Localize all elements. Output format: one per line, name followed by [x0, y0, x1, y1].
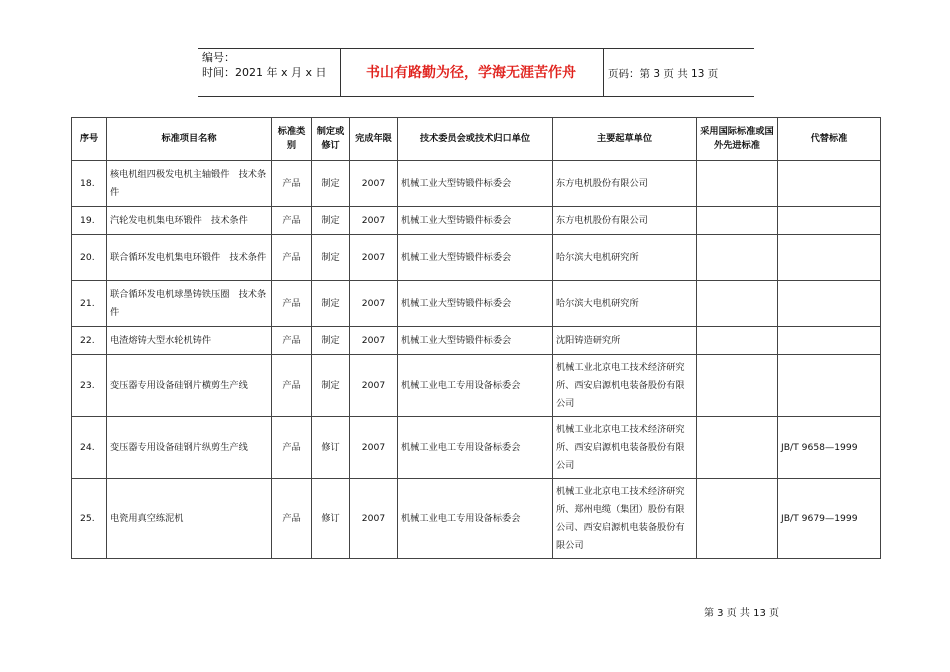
- table-row: [72, 207, 881, 235]
- drafting-unit-cell: 机械工业北京电工技术经济研究所、西安启源机电装备股份有限公司: [553, 417, 697, 479]
- col-header-name: 标准项目名称: [107, 118, 272, 161]
- drafting-unit-cell: 机械工业北京电工技术经济研究所、郑州电缆（集团）股份有限公司、西安启源机电装备股份有限公司: [553, 479, 697, 559]
- international-standard-cell: [697, 417, 778, 479]
- col-header-no: 序号: [72, 118, 107, 161]
- revision-type-cell: 制定: [312, 207, 350, 235]
- document-number-label: 编号：: [202, 51, 235, 64]
- table-body: [72, 161, 881, 559]
- drafting-unit-cell: 哈尔滨大电机研究所: [553, 281, 697, 327]
- standards-table: [71, 117, 881, 559]
- standard-name-cell: 电瓷用真空练泥机: [107, 479, 272, 559]
- technical-committee-cell: 机械工业电工专用设备标委会: [398, 355, 553, 417]
- replaced-standard-cell: [778, 327, 881, 355]
- table-row: [72, 235, 881, 281]
- international-standard-cell: [697, 479, 778, 559]
- row-number-cell: 20.: [72, 235, 107, 281]
- standard-category-cell: 产品: [272, 281, 312, 327]
- header-top-rule: [198, 48, 754, 49]
- table-row: [72, 161, 881, 207]
- col-header-replaces: 代替标准: [778, 118, 881, 161]
- table-row: [72, 479, 881, 559]
- revision-type-cell: 制定: [312, 161, 350, 207]
- replaced-standard-cell: JB/T 9658—1999: [778, 417, 881, 479]
- drafting-unit-cell: 东方电机股份有限公司: [553, 161, 697, 207]
- drafting-unit-cell: 东方电机股份有限公司: [553, 207, 697, 235]
- replaced-standard-cell: [778, 281, 881, 327]
- completion-year-cell: 2007: [350, 161, 398, 207]
- table-row: [72, 355, 881, 417]
- col-header-international: 采用国际标准或国外先进标准: [697, 118, 778, 161]
- page-footer: 第 3 页 共 13 页: [704, 608, 779, 619]
- header-divider-right: [603, 48, 604, 96]
- row-number-cell: 19.: [72, 207, 107, 235]
- document-date: 时间：2021 年 x 月 x 日: [202, 66, 327, 79]
- table-header-row: [72, 118, 881, 161]
- table-row: [72, 281, 881, 327]
- technical-committee-cell: 机械工业电工专用设备标委会: [398, 479, 553, 559]
- drafting-unit-cell: 机械工业北京电工技术经济研究所、西安启源机电装备股份有限公司: [553, 355, 697, 417]
- technical-committee-cell: 机械工业大型铸锻件标委会: [398, 327, 553, 355]
- revision-type-cell: 制定: [312, 355, 350, 417]
- drafting-unit-cell: 哈尔滨大电机研究所: [553, 235, 697, 281]
- row-number-cell: 25.: [72, 479, 107, 559]
- standard-name-cell: 汽轮发电机集电环锻件 技术条件: [107, 207, 272, 235]
- row-number-cell: 18.: [72, 161, 107, 207]
- replaced-standard-cell: JB/T 9679—1999: [778, 479, 881, 559]
- technical-committee-cell: 机械工业大型铸锻件标委会: [398, 281, 553, 327]
- international-standard-cell: [697, 281, 778, 327]
- completion-year-cell: 2007: [350, 417, 398, 479]
- revision-type-cell: 修订: [312, 479, 350, 559]
- revision-type-cell: 修订: [312, 417, 350, 479]
- revision-type-cell: 制定: [312, 281, 350, 327]
- col-header-drafter: 主要起草单位: [553, 118, 697, 161]
- drafting-unit-cell: 沈阳铸造研究所: [553, 327, 697, 355]
- international-standard-cell: [697, 235, 778, 281]
- revision-type-cell: 制定: [312, 235, 350, 281]
- standard-name-cell: 联合循环发电机集电环锻件 技术条件: [107, 235, 272, 281]
- replaced-standard-cell: [778, 161, 881, 207]
- international-standard-cell: [697, 161, 778, 207]
- international-standard-cell: [697, 355, 778, 417]
- replaced-standard-cell: [778, 355, 881, 417]
- technical-committee-cell: 机械工业电工专用设备标委会: [398, 417, 553, 479]
- replaced-standard-cell: [778, 207, 881, 235]
- standard-name-cell: 联合循环发电机球墨铸铁压圈 技术条件: [107, 281, 272, 327]
- replaced-standard-cell: [778, 235, 881, 281]
- technical-committee-cell: 机械工业大型铸锻件标委会: [398, 235, 553, 281]
- revision-type-cell: 制定: [312, 327, 350, 355]
- header-bottom-rule: [198, 96, 754, 97]
- standard-category-cell: 产品: [272, 207, 312, 235]
- page-header: [198, 48, 754, 96]
- header-page-number: 页码：第 3 页 共 13 页: [608, 68, 719, 80]
- completion-year-cell: 2007: [350, 355, 398, 417]
- completion-year-cell: 2007: [350, 327, 398, 355]
- standard-name-cell: 变压器专用设备硅钢片纵剪生产线: [107, 417, 272, 479]
- international-standard-cell: [697, 207, 778, 235]
- standard-name-cell: 核电机组四极发电机主轴锻件 技术条件: [107, 161, 272, 207]
- standard-category-cell: 产品: [272, 161, 312, 207]
- standard-name-cell: 电渣熔铸大型水轮机铸件: [107, 327, 272, 355]
- technical-committee-cell: 机械工业大型铸锻件标委会: [398, 207, 553, 235]
- row-number-cell: 21.: [72, 281, 107, 327]
- header-meta: [202, 50, 327, 80]
- standard-name-cell: 变压器专用设备硅钢片横剪生产线: [107, 355, 272, 417]
- table-row: [72, 327, 881, 355]
- completion-year-cell: 2007: [350, 479, 398, 559]
- col-header-year: 完成年限: [350, 118, 398, 161]
- col-header-category: 标准类别: [272, 118, 312, 161]
- col-header-committee: 技术委员会或技术归口单位: [398, 118, 553, 161]
- table-row: [72, 417, 881, 479]
- standard-category-cell: 产品: [272, 235, 312, 281]
- row-number-cell: 22.: [72, 327, 107, 355]
- row-number-cell: 23.: [72, 355, 107, 417]
- header-motto: 书山有路勤为径，学海无涯苦作舟: [366, 65, 576, 81]
- standard-category-cell: 产品: [272, 327, 312, 355]
- standard-category-cell: 产品: [272, 355, 312, 417]
- standard-category-cell: 产品: [272, 479, 312, 559]
- completion-year-cell: 2007: [350, 207, 398, 235]
- row-number-cell: 24.: [72, 417, 107, 479]
- standard-category-cell: 产品: [272, 417, 312, 479]
- col-header-type: 制定或修订: [312, 118, 350, 161]
- completion-year-cell: 2007: [350, 235, 398, 281]
- completion-year-cell: 2007: [350, 281, 398, 327]
- international-standard-cell: [697, 327, 778, 355]
- technical-committee-cell: 机械工业大型铸锻件标委会: [398, 161, 553, 207]
